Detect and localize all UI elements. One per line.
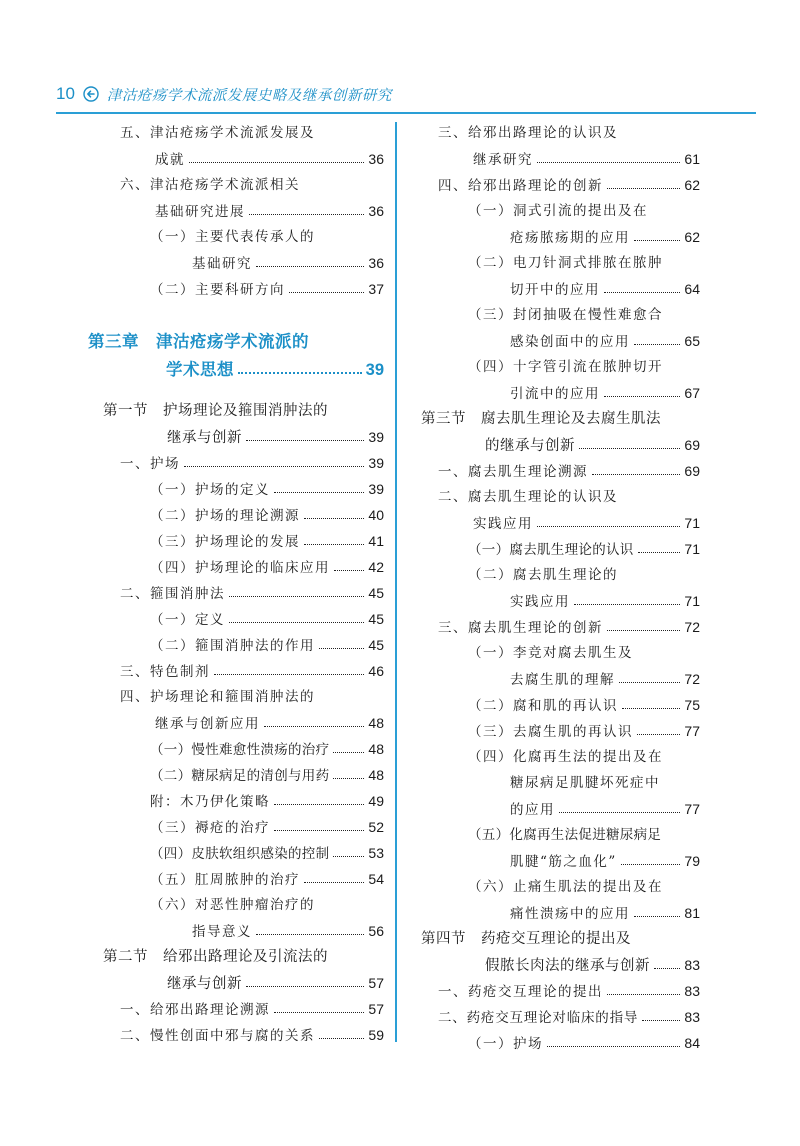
section-heading[interactable]: 继承与创新 57	[100, 970, 384, 996]
page-header	[56, 82, 392, 106]
dot-leader	[246, 440, 364, 441]
page-ref: 69	[684, 437, 700, 453]
toc-entry[interactable]: 四、护场理论和箍围消肿法的	[120, 689, 315, 705]
dot-leader	[333, 856, 364, 857]
toc-entry[interactable]: （五）肛周脓肿的治疗 54	[100, 866, 384, 892]
dot-leader	[547, 1046, 680, 1047]
dot-leader	[619, 682, 680, 683]
dot-leader	[579, 448, 680, 449]
page-ref: 77	[684, 723, 700, 739]
toc-entry[interactable]: （三）护场理论的发展 41	[100, 528, 384, 554]
dot-leader	[238, 372, 362, 374]
dot-leader	[229, 596, 364, 597]
page-ref: 39	[365, 361, 384, 379]
page-ref: 52	[368, 819, 384, 835]
toc-entry[interactable]: 疮疡脓疡期的应用 62	[418, 224, 700, 250]
toc-right-column	[418, 120, 700, 1056]
page-ref: 83	[684, 983, 700, 999]
page-ref: 62	[684, 229, 700, 245]
toc-entry[interactable]: 的应用 77	[418, 796, 700, 822]
dot-leader	[654, 968, 680, 969]
page-ref: 75	[684, 697, 700, 713]
chapter-heading[interactable]: 第三章 津沽疮疡学术流派的	[88, 332, 309, 351]
toc-entry[interactable]: （四）十字管引流在脓肿切开	[468, 359, 663, 375]
toc-entry[interactable]: 痛性溃疡中的应用 81	[418, 900, 700, 926]
page-ref: 79	[684, 853, 700, 869]
dot-leader	[574, 604, 680, 605]
dot-leader	[249, 214, 364, 215]
dot-leader	[333, 778, 364, 779]
toc-entry[interactable]: 指导意义 56	[100, 918, 384, 944]
page-ref: 62	[684, 177, 700, 193]
toc-entry[interactable]: （一）腐去肌生理论的认识 71	[418, 536, 700, 562]
page-ref: 56	[368, 923, 384, 939]
page-ref: 37	[368, 281, 384, 297]
chapter-heading[interactable]: 学术思想 39	[100, 356, 384, 384]
dot-leader	[264, 726, 364, 727]
dot-leader	[304, 544, 364, 545]
page-ref: 65	[684, 333, 700, 349]
dot-leader	[189, 162, 364, 163]
toc-entry[interactable]: 三、特色制剂 46	[100, 658, 384, 684]
toc-entry[interactable]: （一）洞式引流的提出及在	[468, 203, 648, 219]
toc-entry[interactable]: （六）止痛生肌法的提出及在	[468, 879, 663, 895]
header-rule	[56, 112, 756, 114]
page-ref: 39	[368, 481, 384, 497]
toc-entry[interactable]: （三）去腐生肌的再认识 77	[418, 718, 700, 744]
toc-entry[interactable]: 三、腐去肌生理论的创新 72	[418, 614, 700, 640]
section-heading[interactable]: 的继承与创新 69	[418, 432, 700, 458]
page-ref: 59	[368, 1027, 384, 1043]
dot-leader	[622, 708, 680, 709]
page-ref: 49	[368, 793, 384, 809]
toc-entry[interactable]: （一）李竞对腐去肌生及	[468, 645, 633, 661]
page-ref: 45	[368, 585, 384, 601]
section-heading[interactable]: 继承与创新 39	[100, 424, 384, 450]
toc-entry[interactable]: 切开中的应用 64	[418, 276, 700, 302]
dot-leader	[621, 864, 681, 865]
dot-leader	[274, 804, 364, 805]
toc-entry[interactable]: 实践应用 71	[418, 588, 700, 614]
dot-leader	[246, 986, 364, 987]
toc-entry[interactable]: 附：木乃伊化策略 49	[100, 788, 384, 814]
toc-entry[interactable]: （二）糖尿病足的清创与用药 48	[100, 762, 384, 788]
toc-entry[interactable]: 继承与创新应用 48	[100, 710, 384, 736]
toc-entry[interactable]: （五）化腐再生法促进糖尿病足	[468, 827, 662, 843]
back-arrow-icon	[83, 86, 99, 102]
section-heading[interactable]: 第二节 给邪出路理论及引流法的	[103, 949, 328, 965]
dot-leader	[634, 344, 680, 345]
section-heading[interactable]: 第三节 腐去肌生理论及去腐生肌法	[421, 411, 661, 427]
dot-leader	[256, 934, 364, 935]
toc-entry[interactable]: 感染创面中的应用 65	[418, 328, 700, 354]
toc-entry[interactable]: 二、腐去肌生理论的认识及	[438, 489, 618, 505]
toc-entry[interactable]: 去腐生肌的理解 72	[418, 666, 700, 692]
dot-leader	[304, 882, 364, 883]
toc-entry[interactable]: （四）化腐再生法的提出及在	[468, 749, 663, 765]
dot-leader	[607, 630, 680, 631]
dot-leader	[289, 292, 364, 293]
toc-entry[interactable]: 二、箍围消肿法 45	[100, 580, 384, 606]
dot-leader	[559, 812, 680, 813]
toc-entry[interactable]: （二）护场的理论溯源 40	[100, 502, 384, 528]
page-ref: 48	[368, 741, 384, 757]
dot-leader	[319, 648, 364, 649]
page-ref: 39	[368, 429, 384, 445]
toc-entry[interactable]: 继承研究 61	[418, 146, 700, 172]
dot-leader	[607, 994, 680, 995]
toc-entry[interactable]: 基础研究 36	[100, 250, 384, 276]
page-ref: 83	[684, 1009, 700, 1025]
page-number: 10	[56, 84, 75, 103]
toc-entry[interactable]: （一）护场的定义 39	[100, 476, 384, 502]
dot-leader	[184, 466, 364, 467]
toc-entry[interactable]: （四）皮肤软组织感染的控制 53	[100, 840, 384, 866]
page-ref: 54	[368, 871, 384, 887]
dot-leader	[634, 240, 680, 241]
page-ref: 71	[684, 515, 700, 531]
toc-entry[interactable]: 三、给邪出路理论的认识及	[438, 125, 618, 141]
dot-leader	[229, 622, 364, 623]
toc-entry[interactable]: 二、药疮交互理论对临床的指导 83	[418, 1004, 700, 1030]
page-ref: 57	[368, 975, 384, 991]
toc-left-column	[88, 120, 384, 1048]
dot-leader	[334, 570, 364, 571]
page-ref: 45	[368, 637, 384, 653]
toc-entry[interactable]: 一、药疮交互理论的提出 83	[418, 978, 700, 1004]
toc-entry[interactable]: 二、慢性创面中邪与腐的关系 59	[100, 1022, 384, 1048]
section-heading[interactable]: 第四节 药疮交互理论的提出及	[421, 931, 631, 947]
page-ref: 53	[368, 845, 384, 861]
column-divider	[395, 122, 397, 1042]
page-ref: 36	[368, 255, 384, 271]
toc-entry[interactable]: 一、给邪出路理论溯源 57	[100, 996, 384, 1022]
page-ref: 67	[684, 385, 700, 401]
page-ref: 61	[684, 151, 700, 167]
page-ref: 57	[368, 1001, 384, 1017]
section-heading[interactable]: 假脓长肉法的继承与创新 83	[418, 952, 700, 978]
dot-leader	[214, 674, 364, 675]
section-heading[interactable]: 第一节 护场理论及箍围消肿法的	[103, 403, 328, 419]
page-ref: 39	[368, 455, 384, 471]
toc-entry[interactable]: （四）护场理论的临床应用 42	[100, 554, 384, 580]
dot-leader	[592, 474, 680, 475]
page-ref: 71	[684, 593, 700, 609]
dot-leader	[638, 552, 681, 553]
dot-leader	[637, 734, 680, 735]
toc-entry[interactable]: （二）主要科研方向 37	[100, 276, 384, 302]
page-ref: 81	[684, 905, 700, 921]
page-ref: 69	[684, 463, 700, 479]
page-ref: 45	[368, 611, 384, 627]
toc-entry[interactable]: （一）慢性难愈性溃疡的治疗 48	[100, 736, 384, 762]
toc-entry[interactable]: （一）主要代表传承人的	[150, 229, 315, 245]
toc-entry[interactable]: （三）褥疮的治疗 52	[100, 814, 384, 840]
page-ref: 83	[684, 957, 700, 973]
dot-leader	[642, 1020, 680, 1021]
page-ref: 46	[368, 663, 384, 679]
toc-entry[interactable]: 一、护场 39	[100, 450, 384, 476]
page-ref: 36	[368, 151, 384, 167]
page-ref: 36	[368, 203, 384, 219]
toc-entry[interactable]: 肌腱“筋之血化” 79	[418, 848, 700, 874]
dot-leader	[607, 188, 680, 189]
dot-leader	[274, 492, 364, 493]
toc-entry[interactable]: （二）箍围消肿法的作用 45	[100, 632, 384, 658]
page-ref: 41	[368, 533, 384, 549]
page-ref: 42	[368, 559, 384, 575]
toc-entry[interactable]: （一）定义 45	[100, 606, 384, 632]
page-ref: 72	[684, 619, 700, 635]
page-ref: 72	[684, 671, 700, 687]
toc-entry[interactable]: 六、津沽疮疡学术流派相关	[120, 177, 300, 193]
dot-leader	[274, 830, 364, 831]
page-ref: 71	[684, 541, 700, 557]
book-title: 津沽疮疡学术流派发展史略及继承创新研究	[106, 87, 392, 104]
dot-leader	[537, 526, 680, 527]
page-ref: 77	[684, 801, 700, 817]
page-ref: 84	[684, 1035, 700, 1051]
toc-entry[interactable]: 糖尿病足肌腱坏死症中	[510, 775, 660, 791]
toc-entry[interactable]: 引流中的应用 67	[418, 380, 700, 406]
toc-entry[interactable]: （一）护场 84	[418, 1030, 700, 1056]
dot-leader	[319, 1038, 364, 1039]
dot-leader	[304, 518, 364, 519]
dot-leader	[333, 752, 364, 753]
dot-leader	[604, 396, 680, 397]
toc-entry[interactable]: 一、腐去肌生理论溯源 69	[418, 458, 700, 484]
dot-leader	[274, 1012, 364, 1013]
dot-leader	[537, 162, 680, 163]
toc-entry[interactable]: 基础研究进展 36	[100, 198, 384, 224]
toc-entry[interactable]: 四、给邪出路理论的创新 62	[418, 172, 700, 198]
page-ref: 64	[684, 281, 700, 297]
dot-leader	[634, 916, 680, 917]
toc-entry[interactable]: （二）电刀针洞式排脓在脓肿	[468, 255, 663, 271]
page-ref: 48	[368, 715, 384, 731]
toc-entry[interactable]: 五、津沽疮疡学术流派发展及	[120, 125, 315, 141]
toc-entry[interactable]: （二）腐去肌生理论的	[468, 567, 618, 583]
toc-entry[interactable]: 成就 36	[100, 146, 384, 172]
page-ref: 40	[368, 507, 384, 523]
toc-entry[interactable]: 实践应用 71	[418, 510, 700, 536]
toc-entry[interactable]: （二）腐和肌的再认识 75	[418, 692, 700, 718]
dot-leader	[256, 266, 364, 267]
toc-entry[interactable]: （六）对恶性肿瘤治疗的	[150, 897, 315, 913]
toc-entry[interactable]: （三）封闭抽吸在慢性难愈合	[468, 307, 663, 323]
dot-leader	[604, 292, 680, 293]
page-ref: 48	[368, 767, 384, 783]
